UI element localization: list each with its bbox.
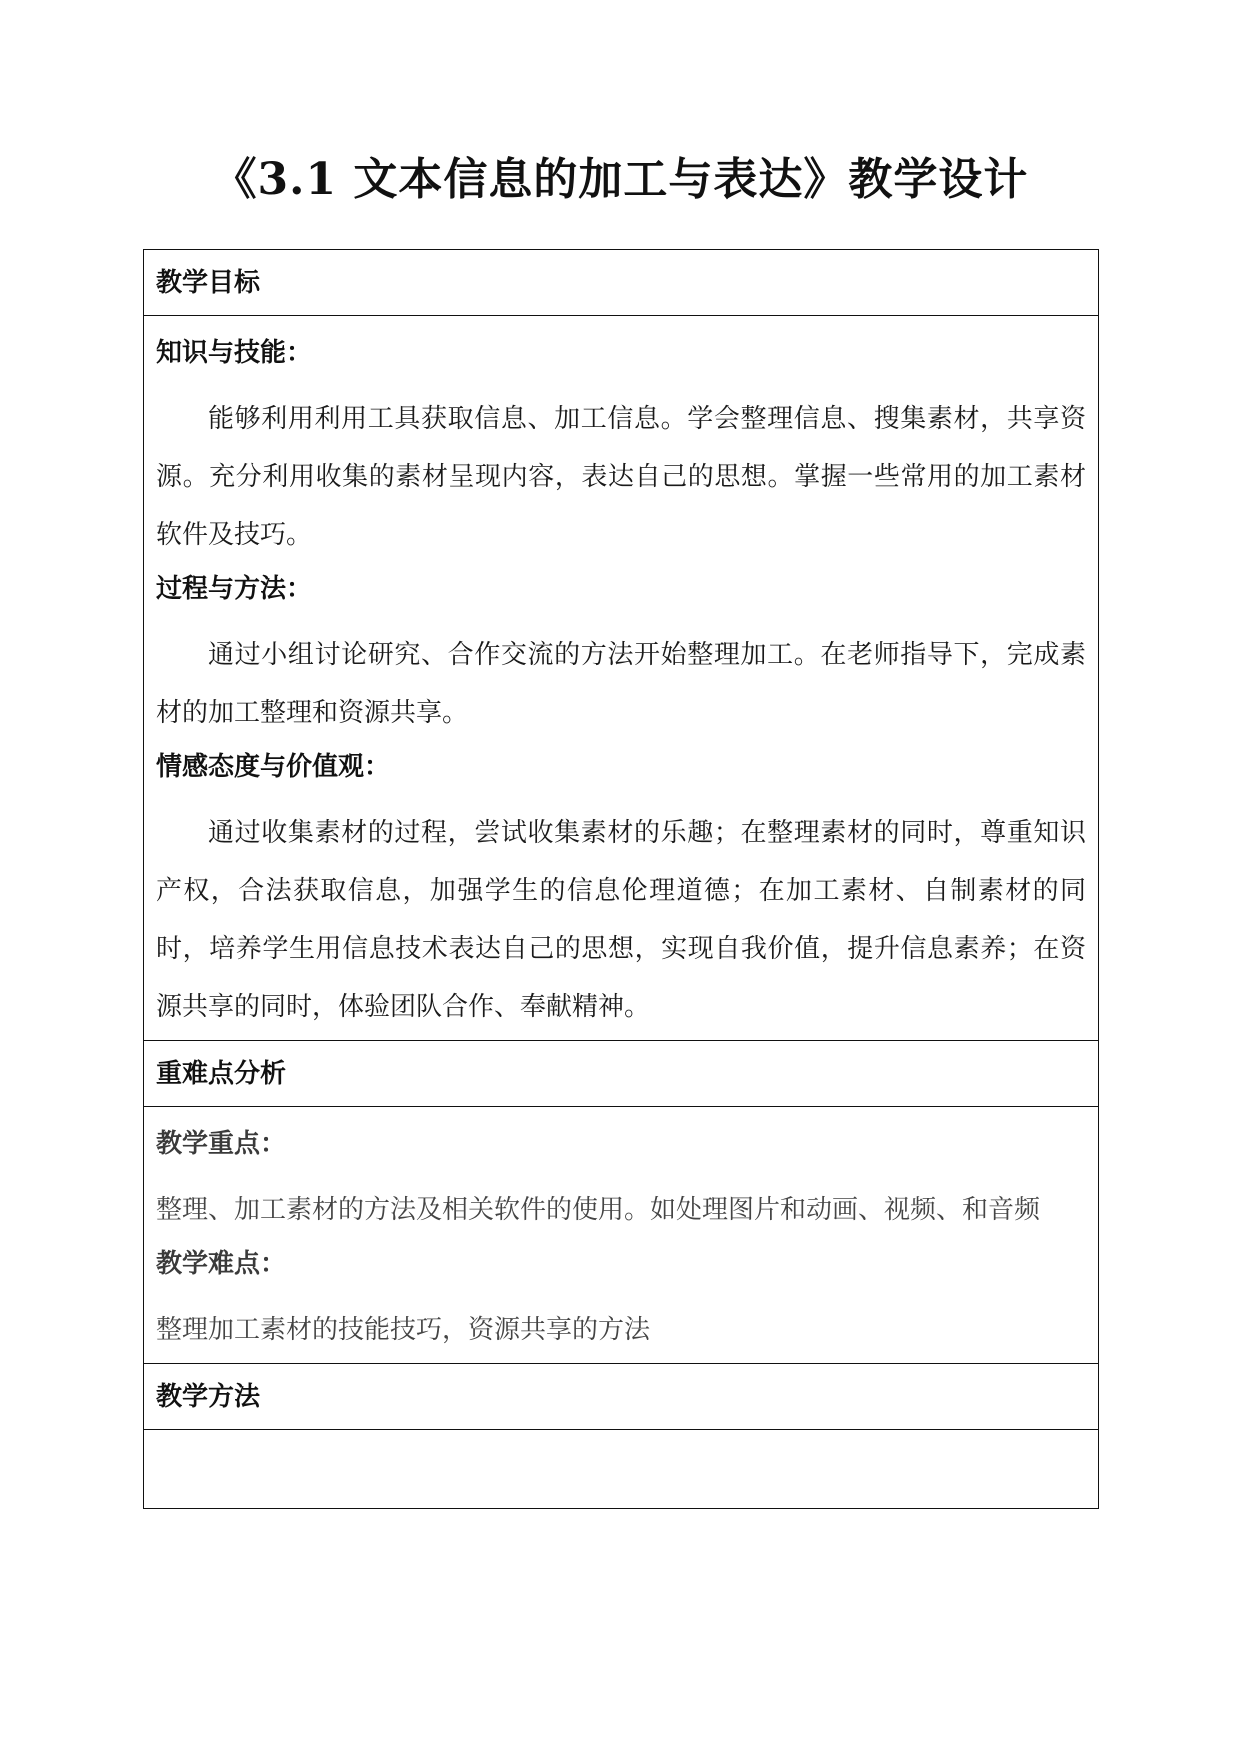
methods-content [144, 1430, 1099, 1509]
focus-text: 整理、加工素材的方法及相关软件的使用。如处理图片和动画、视频、和音频 [156, 1195, 1041, 1225]
process-text: 通过小组讨论研究、合作交流的方法开始整理加工。在老师指导下，完成素材的加工整理和资源共享。 [156, 640, 1086, 728]
focus-heading: 教学重点： [156, 1129, 287, 1159]
key-points-body-row [144, 1107, 1099, 1364]
objectives-cell [144, 316, 1099, 1041]
attitude-text: 通过收集素材的过程，尝试收集素材的乐趣；在整理素材的同时，尊重知识产权，合法获取信息，加强学生的信息伦理道德；在加工素材、自制素材的同时，培养学生用信息技术表达自己的思想，实现自我价值，提升信息素养；在资源共享的同时，体验团队合作、奉献精神。 [156, 818, 1086, 1022]
lesson-plan-table [143, 249, 1099, 1509]
difficulty-heading: 教学难点： [156, 1249, 287, 1279]
methods-body-row [144, 1430, 1099, 1509]
key-points-header: 重难点分析 [144, 1041, 1099, 1107]
key-points-header-row [144, 1041, 1099, 1107]
knowledge-heading: 知识与技能： [156, 338, 313, 368]
objectives-header-row [144, 250, 1099, 316]
attitude-heading: 情感态度与价值观： [156, 752, 391, 782]
knowledge-text: 能够利用利用工具获取信息、加工信息。学会整理信息、搜集素材，共享资源。充分利用收集的素材呈现内容，表达自己的思想。掌握一些常用的加工素材软件及技巧。 [156, 404, 1086, 550]
key-points-cell [144, 1107, 1099, 1364]
methods-header-row [144, 1364, 1099, 1430]
difficulty-text: 整理加工素材的技能技巧，资源共享的方法 [156, 1315, 651, 1345]
objectives-body-row [144, 316, 1099, 1041]
process-heading: 过程与方法： [156, 574, 313, 604]
objectives-header: 教学目标 [144, 250, 1099, 316]
methods-header: 教学方法 [144, 1364, 1099, 1430]
document-title: 《3.1 文本信息的加工与表达》教学设计 [212, 154, 1029, 205]
